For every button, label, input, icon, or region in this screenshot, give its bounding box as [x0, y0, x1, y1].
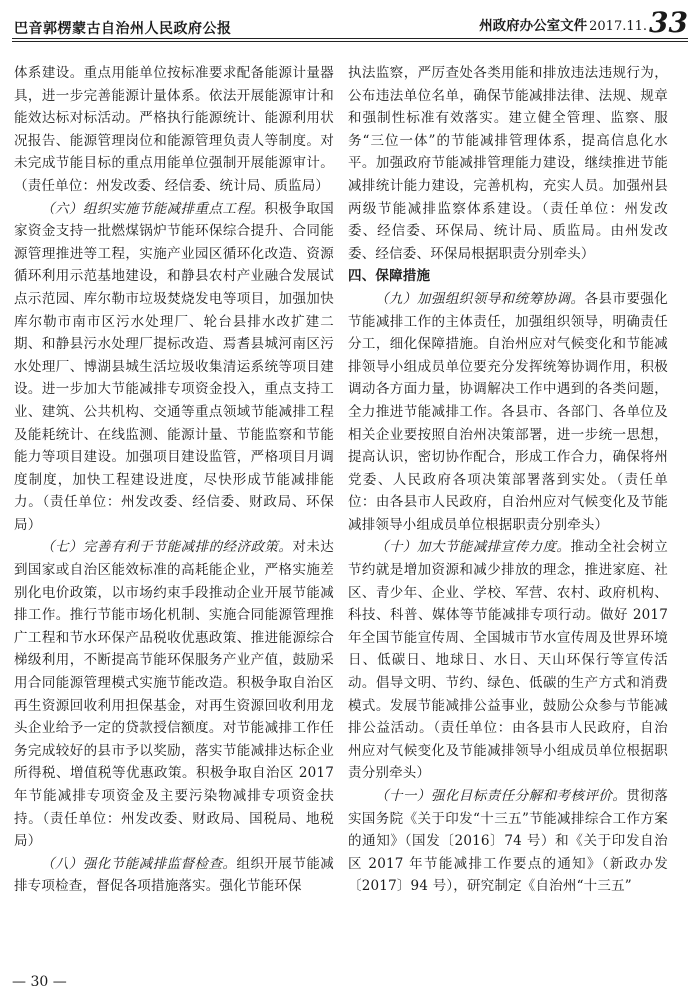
paragraph-text: 各县市要强化节能减排工作的主体责任，加强组织领导，明确责任分工，细化保障措施。自治州应对气候变化和节能减排领导小组成员单位要充分发挥统筹协调作用，积极调动各方面力量，协调解决工作中遇到的各类问题，全力推进节能减排工作。各县市、各部门、各单位及相关企业要按照自治州决策部署，进一步统一思想，提高认识，密切协作配合，形成工作合力，确保将州党委、人民政府各项决策部署落到实处。（责任单位：由各县市人民政府，自治州应对气候变化及节能减排领导小组成员单位根据职责分别牵头） — [348, 290, 669, 533]
paragraph — [348, 62, 668, 265]
header-issue-info — [479, 6, 688, 39]
paragraph-text: 推动全社会树立节约就是增加资源和减少排放的理念，推进家庭、社区、青少年、企业、学校、军营、农村、政府机构、科技、科普、媒体等节能减排专项行动。做好 2017 年全国节能宣传周、全国城市节水宣传周及世界环境日、低碳日、地球日、水日、天山环保行等宣传活动。倡导文明、节约、绿色、低碳的生产方式和消费模式。发展节能减排公益事业，鼓励公众参与节能减排公益活动。（责任单位：由各县市人民政府，自治州应对气候变化及节能减排领导小组成员单位根据职责分别牵头） — [348, 539, 668, 782]
paragraph-text: 体系建设。重点用能单位按标准要求配备能源计量器具，进一步完善能源计量体系。依法开展能源审计和能效达标对标活动。严格执行能源统计、能源利用状况报告、能源管理岗位和能源管理负责人等制度。对未完成节能目标的重点用能单位强制开展能源审计。（责任单位：州发改委、经信委、统计局、质监局） — [14, 65, 334, 194]
paragraph-text: 执法监察，严厉查处各类用能和排放违法违规行为，公布违法单位名单，确保节能减排法律、法规、规章和强制性标准有效落实。建立健全管理、监察、服务“三位一体”的节能减排管理体系，提高信息化水平。加强政府节能减排管理能力建设，继续推进节能减排统计能力建设，完善机构，充实人员。加强州县两级节能减排监察体系建设。（责任单位：州发改委、经信委、环保局、统计局、质监局。由州发改委、经信委、环保局根据职责分别牵头） — [348, 65, 668, 262]
paragraph-heading: （七）完善有利于节能减排的经济政策。 — [41, 539, 293, 556]
paragraph — [348, 785, 668, 898]
page-header — [12, 6, 688, 39]
paragraph — [14, 853, 334, 898]
paragraph-heading: （十）加大节能减排宣传力度。 — [375, 539, 571, 556]
left-column — [14, 62, 334, 898]
paragraph — [14, 198, 334, 537]
gazette-title: 巴音郭楞蒙古自治州人民政府公报 — [14, 21, 232, 37]
section-title: 四、保障措施 — [348, 268, 431, 285]
paragraph-heading: （六）组织实施节能减排重点工程。 — [41, 200, 265, 217]
paragraph — [348, 288, 668, 537]
paragraph-heading: （八）强化节能减排监督检查。 — [41, 855, 237, 872]
paragraph-text: 对未达到国家或自治区能效标准的高耗能企业，严格实施差别化电价政策，以市场约束手段推动企业开展节能减排工作。推行节能市场化机制、实施合同能源管理推广工程和节水环保产品税收优惠政策、推进能源综合梯级利用，不断提高节能环保服务产业产值，鼓励采用合同能源管理模式实施节能改造。积极争取自治区再生资源回收利用担保基金，对再生资源回收利用龙头企业给予一定的贷款授信额度。对节能减排工作任务完成较好的县市予以奖励，落实节能减排达标企业所得税、增值税等优惠政策。积极争取自治区 2017 年节能减排专项资金及主要污染物减排专项资金扶持。（责任单位：州发改委、财政局、国税局、地税局） — [14, 539, 334, 850]
paragraph-text: 积极争取国家资金支持一批燃煤锅炉节能环保综合提升、合同能源管理推进等工程，实施产业园区循环化改造、资源循环利用示范基地建设，和静县农村产业融合发展试点示范园、库尔勒市垃圾焚烧发电等项目，加强加快库尔勒市南市区污水处理厂、轮台县排水改扩建二期、和静县污水处理厂提标改造、焉耆县城河南区污水处理厂、博湖县城生活垃圾收集清运系统等项目建设。进一步加大节能减排专项资金投入，重点支持工业、建筑、公共机构、交通等重点领域节能减排工程及能耗统计、在线监测、能源计量、节能监察和节能能力等项目建设。加强项目建设监管，严格项目月调度制度，加快工程建设进度，尽快形成节能减排能力。（责任单位：州发改委、经信委、财政局、环保局） — [14, 200, 334, 533]
header-rule-thin — [12, 41, 688, 42]
doc-type: 州政府办公室文件 — [479, 18, 588, 34]
paragraph-text: 贯彻落实国务院《关于印发“十三五”节能减排综合工作方案的通知》（国发〔2016〕74 号）和《关于印发自治区 2017 年节能减排工作要点的通知》（新政办发〔2017〕94 号），研究制定《自治州“十三五” — [348, 788, 668, 895]
paragraph-heading: （九）加强组织领导和统筹协调。 — [375, 290, 585, 307]
paragraph — [14, 536, 334, 852]
page-number: — 30 — — [12, 974, 67, 990]
paragraph-heading: （十一）强化目标责任分解和考核评价。 — [375, 788, 627, 804]
paragraph — [348, 536, 668, 785]
right-column — [348, 62, 668, 898]
header-rule — [12, 38, 688, 39]
paragraph-text: 组织开展节能减排专项检查，督促各项措施落实。强化节能环保 — [14, 855, 334, 895]
issue-number: 33 — [649, 6, 688, 39]
issue-date: 2017.11. — [589, 19, 648, 34]
paragraph — [14, 62, 334, 198]
